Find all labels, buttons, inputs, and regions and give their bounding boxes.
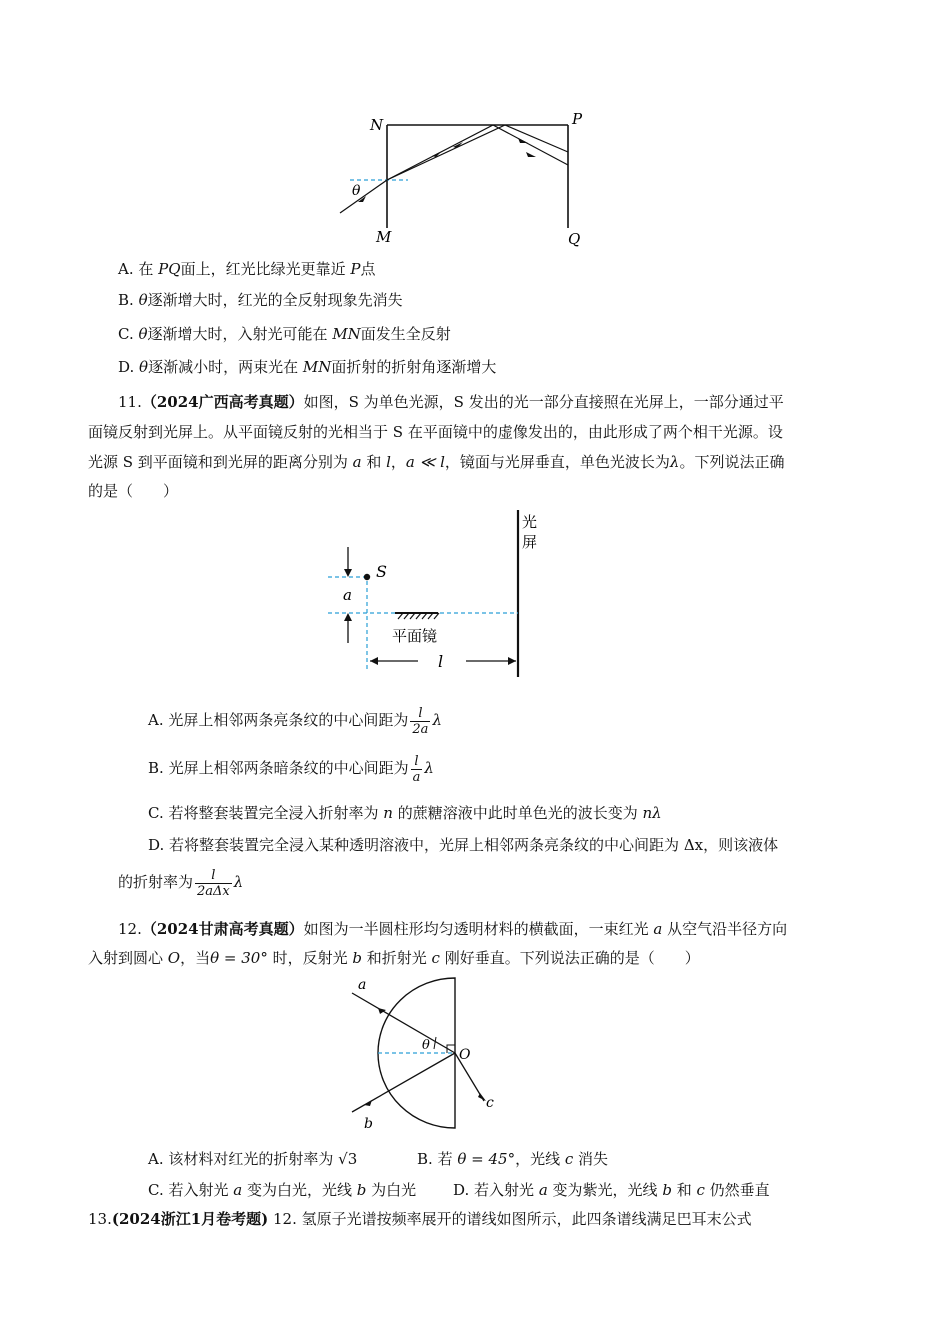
ray-c-label: c <box>486 1095 494 1111</box>
q12-stem-line2: 入射到圆心 O，当θ = 30° 时，反射光 b 和折射光 c 刚好垂直。下列说法正确的是（ ） <box>88 949 700 967</box>
q12-option-b: B. 若 θ = 45°，光线 c 消失 <box>417 1150 609 1168</box>
q11-option-d: D. 若将整套装置完全浸入某种透明溶液中，光屏上相邻两条亮条纹的中心间距为 Δx，则该液体 <box>148 836 779 854</box>
semicircle-figure <box>340 975 520 1135</box>
center-o-label: O <box>459 1047 471 1063</box>
ray-a-label: a <box>358 977 367 993</box>
q12-stem-line1: 12.（2024甘肃高考真题）如图为一半圆柱形均匀透明材料的横截面，一束红光 a 从空气沿半径方向 <box>118 920 788 938</box>
screen-label-2: 屏 <box>522 533 538 551</box>
q10-option-c: C. θ逐渐增大时，入射光可能在 MN面发生全反射 <box>118 325 451 343</box>
ray-b-label: b <box>364 1116 373 1132</box>
q12-option-c: C. 若入射光 a 变为白光，光线 b 为白光 <box>148 1181 417 1199</box>
q12-option-d: D. 若入射光 a 变为紫光，光线 b 和 c 仍然垂直 <box>453 1181 770 1199</box>
q11-stem-line3: 光源 S 到平面镜和到光屏的距离分别为 a 和 l，a ≪ l，镜面与光屏垂直，单色光波长为λ。下列说法正确 <box>88 453 785 471</box>
q12-option-a: A. 该材料对红光的折射率为 √3 <box>148 1150 358 1168</box>
mirror-label: 平面镜 <box>392 627 438 645</box>
q11-option-c: C. 若将整套装置完全浸入折射率为 n 的蔗糖溶液中此时单色光的波长变为 nλ <box>148 804 662 822</box>
q11-option-d-cont: 的折射率为 $\frac{l}{\text{2aΔx}}$ λ <box>118 867 244 899</box>
q10-option-d: D. θ逐渐减小时，两束光在 MN面折射的折射角逐渐增大 <box>118 358 497 376</box>
prism-figure <box>330 110 590 250</box>
q10-option-a: A. 在 PQ面上，红光比绿光更靠近 P点 <box>118 260 376 278</box>
theta-label: θ <box>422 1038 430 1053</box>
source-label: S <box>376 562 387 581</box>
q11-stem-line1: 11.（2024广西高考真题）如图，S 为单色光源，S 发出的光一部分直接照在光屏上，一部分通过平 <box>118 393 784 411</box>
screen-label-1: 光 <box>522 513 538 531</box>
q13-stem: 13.(2024浙江1月卷考题) 12. 氢原子光谱按频率展开的谱线如图所示，此四条谱线满足巴耳末公式 <box>88 1210 752 1228</box>
q11-stem-line4: 的是（ ） <box>88 482 179 500</box>
label-N: N <box>370 116 384 134</box>
q10-option-b: B. θ逐渐增大时，红光的全反射现象先消失 <box>118 291 403 309</box>
label-theta: θ <box>352 183 361 199</box>
label-P: P <box>572 110 583 128</box>
lloyd-mirror-figure <box>320 505 560 685</box>
a-label: a <box>343 586 352 604</box>
label-M: M <box>376 228 392 246</box>
q11-stem-line2: 面镜反射到光屏上。从平面镜反射的光相当于 S 在平面镜中的虚像发出的，由此形成了两个相干光源。设 <box>88 423 783 441</box>
q11-option-b: B. 光屏上相邻两条暗条纹的中心间距为 $\frac{l}{a}$ λ <box>148 753 434 785</box>
label-Q: Q <box>568 230 581 248</box>
l-label: l <box>438 652 444 671</box>
q11-option-a: A. 光屏上相邻两条亮条纹的中心间距为 $\frac{l}{2a}$ λ <box>148 705 442 737</box>
